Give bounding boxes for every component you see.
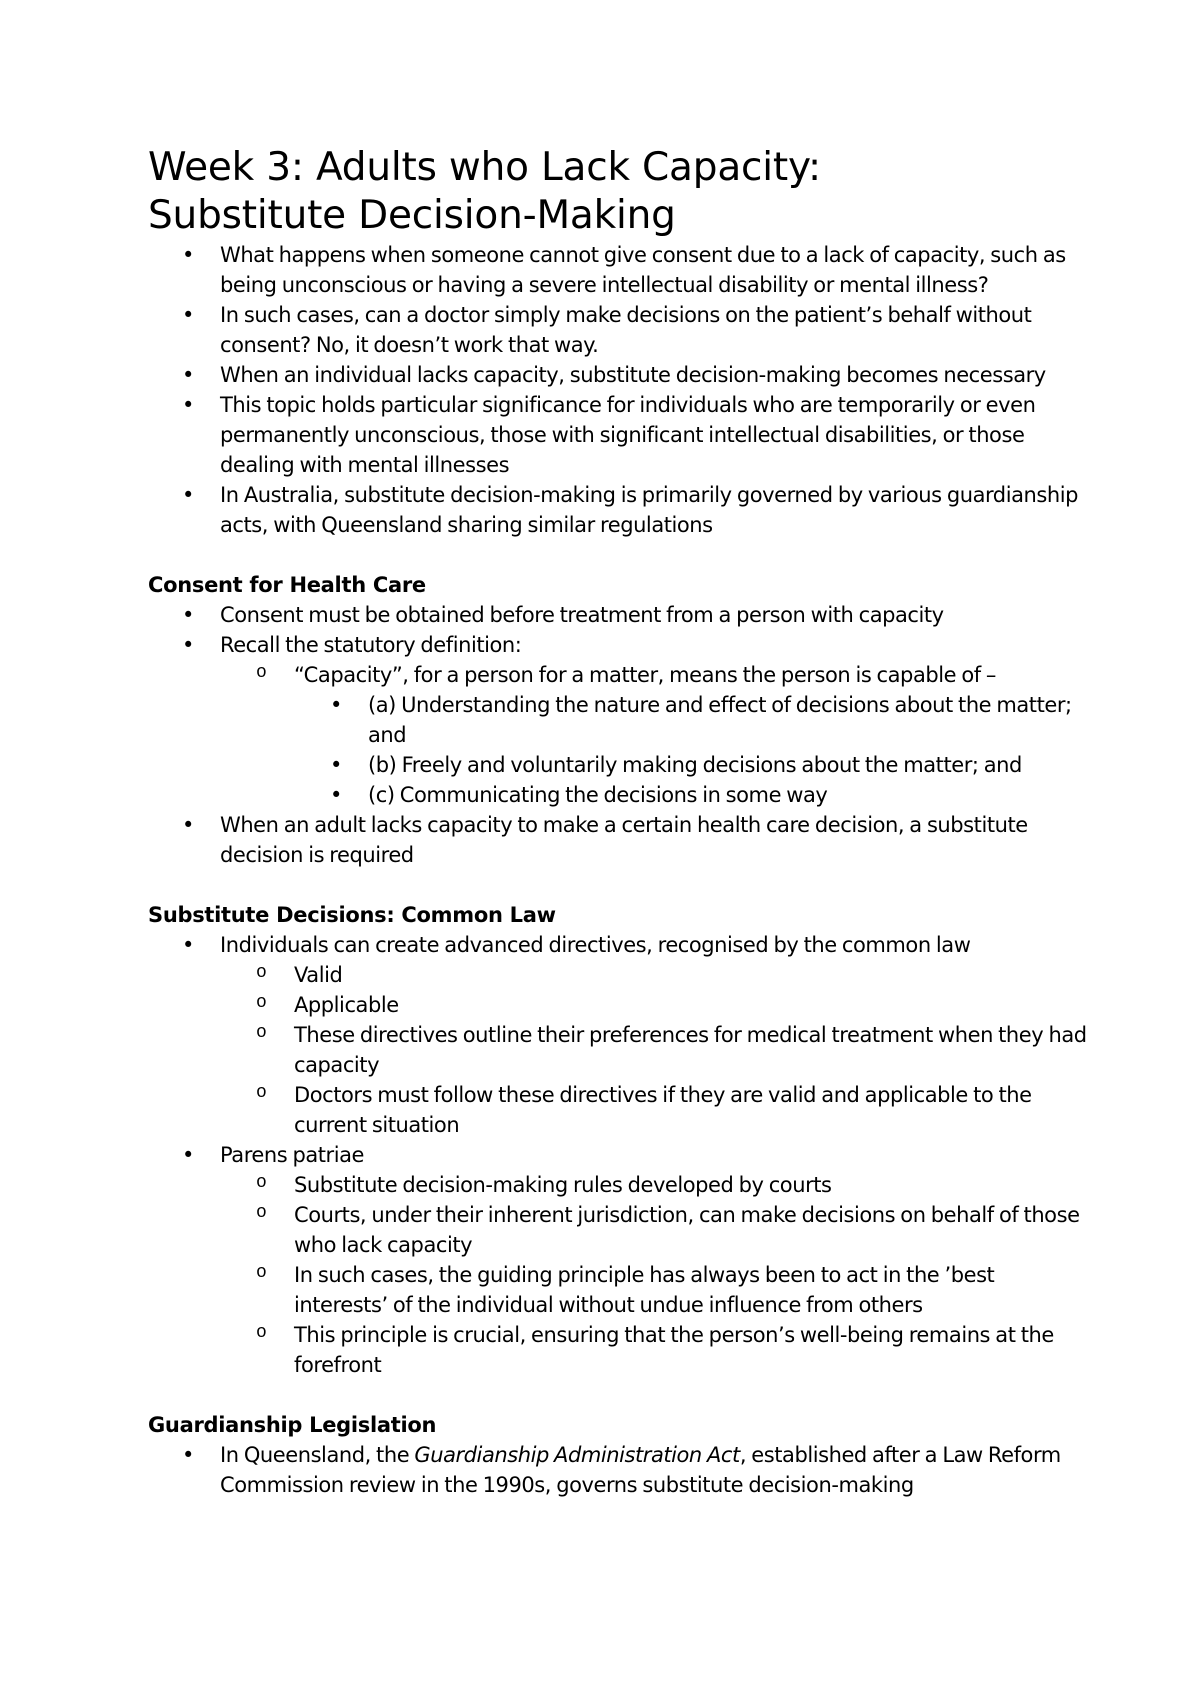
sub-list-item: o This principle is crucial, ensuring that the person’s well-being remains at the forefront [148, 1320, 1088, 1380]
consent-list [148, 600, 1088, 870]
title-line-1: Week 3: Adults who Lack Capacity: [148, 145, 821, 190]
sub-list [220, 660, 1088, 810]
sub-list-item: o Courts, under their inherent jurisdiction, can make decisions on behalf of those who lack capacity [148, 1200, 1088, 1260]
intro-list [148, 240, 1088, 540]
list-item-text: Individuals can create advanced directives, recognised by the common law [220, 933, 971, 957]
list-item-text: In Queensland, the [220, 1443, 415, 1467]
list-item [148, 1440, 1088, 1500]
sub-list [220, 960, 1088, 1140]
spacer [148, 540, 1088, 570]
sub-list-item-text: “Capacity”, for a person for a matter, means the person is capable of – [294, 663, 996, 687]
document-body [148, 144, 1088, 1500]
section-heading-guardianship: Guardianship Legislation [148, 1413, 437, 1437]
sub-sub-list-item: • (c) Communicating the decisions in some way [148, 780, 1088, 810]
list-item [148, 930, 1088, 1140]
sub-list [220, 1170, 1088, 1380]
sub-list-item: o These directives outline their preferences for medical treatment when they had capacity [148, 1020, 1088, 1080]
list-item-text: , established after a Law Reform Commission review in the 1990s, governs substitute decision-making [220, 1443, 1061, 1497]
list-item: • Consent must be obtained before treatment from a person with capacity [148, 600, 1088, 630]
list-item: • What happens when someone cannot give consent due to a lack of capacity, such as being unconscious or having a severe intellectual disability or mental illness? [148, 240, 1088, 300]
list-item: • When an individual lacks capacity, substitute decision-making becomes necessary [148, 360, 1088, 390]
spacer [148, 1380, 1088, 1410]
list-item [148, 1140, 1088, 1380]
title-line-2: Substitute Decision-Making [148, 193, 676, 238]
list-item [148, 630, 1088, 810]
common-law-list [148, 930, 1088, 1380]
sub-sub-list-item: • (b) Freely and voluntarily making decisions about the matter; and [148, 750, 1088, 780]
section-heading-consent: Consent for Health Care [148, 573, 426, 597]
list-item: • This topic holds particular significance for individuals who are temporarily or even permanently unconscious, those with significant intellectual disabilities, or those dealing with mental illnesses [148, 390, 1088, 480]
list-item: • In Australia, substitute decision-making is primarily governed by various guardianship acts, with Queensland sharing similar regulations [148, 480, 1088, 540]
spacer [148, 870, 1088, 900]
list-item: • In such cases, can a doctor simply make decisions on the patient’s behalf without consent? No, it doesn’t work that way. [148, 300, 1088, 360]
section-heading-common-law: Substitute Decisions: Common Law [148, 903, 556, 927]
act-name: Guardianship Administration Act [414, 1443, 740, 1467]
list-item: • When an adult lacks capacity to make a certain health care decision, a substitute decision is required [148, 810, 1088, 870]
sub-list-item: o Applicable [148, 990, 1088, 1020]
sub-list-item [148, 660, 1088, 810]
sub-list-item: o Substitute decision-making rules developed by courts [148, 1170, 1088, 1200]
list-item-text: Recall the statutory definition: [220, 633, 522, 657]
sub-list-item: o Valid [148, 960, 1088, 990]
sub-sub-list [294, 690, 1088, 810]
page-title [148, 144, 1088, 240]
sub-sub-list-item: • (a) Understanding the nature and effect of decisions about the matter; and [148, 690, 1088, 750]
list-item-text: Parens patriae [220, 1143, 364, 1167]
sub-list-item: o In such cases, the guiding principle has always been to act in the ’best interests’ of the individual without undue influence from others [148, 1260, 1088, 1320]
guardianship-list [148, 1440, 1088, 1500]
sub-list-item: o Doctors must follow these directives if they are valid and applicable to the current situation [148, 1080, 1088, 1140]
